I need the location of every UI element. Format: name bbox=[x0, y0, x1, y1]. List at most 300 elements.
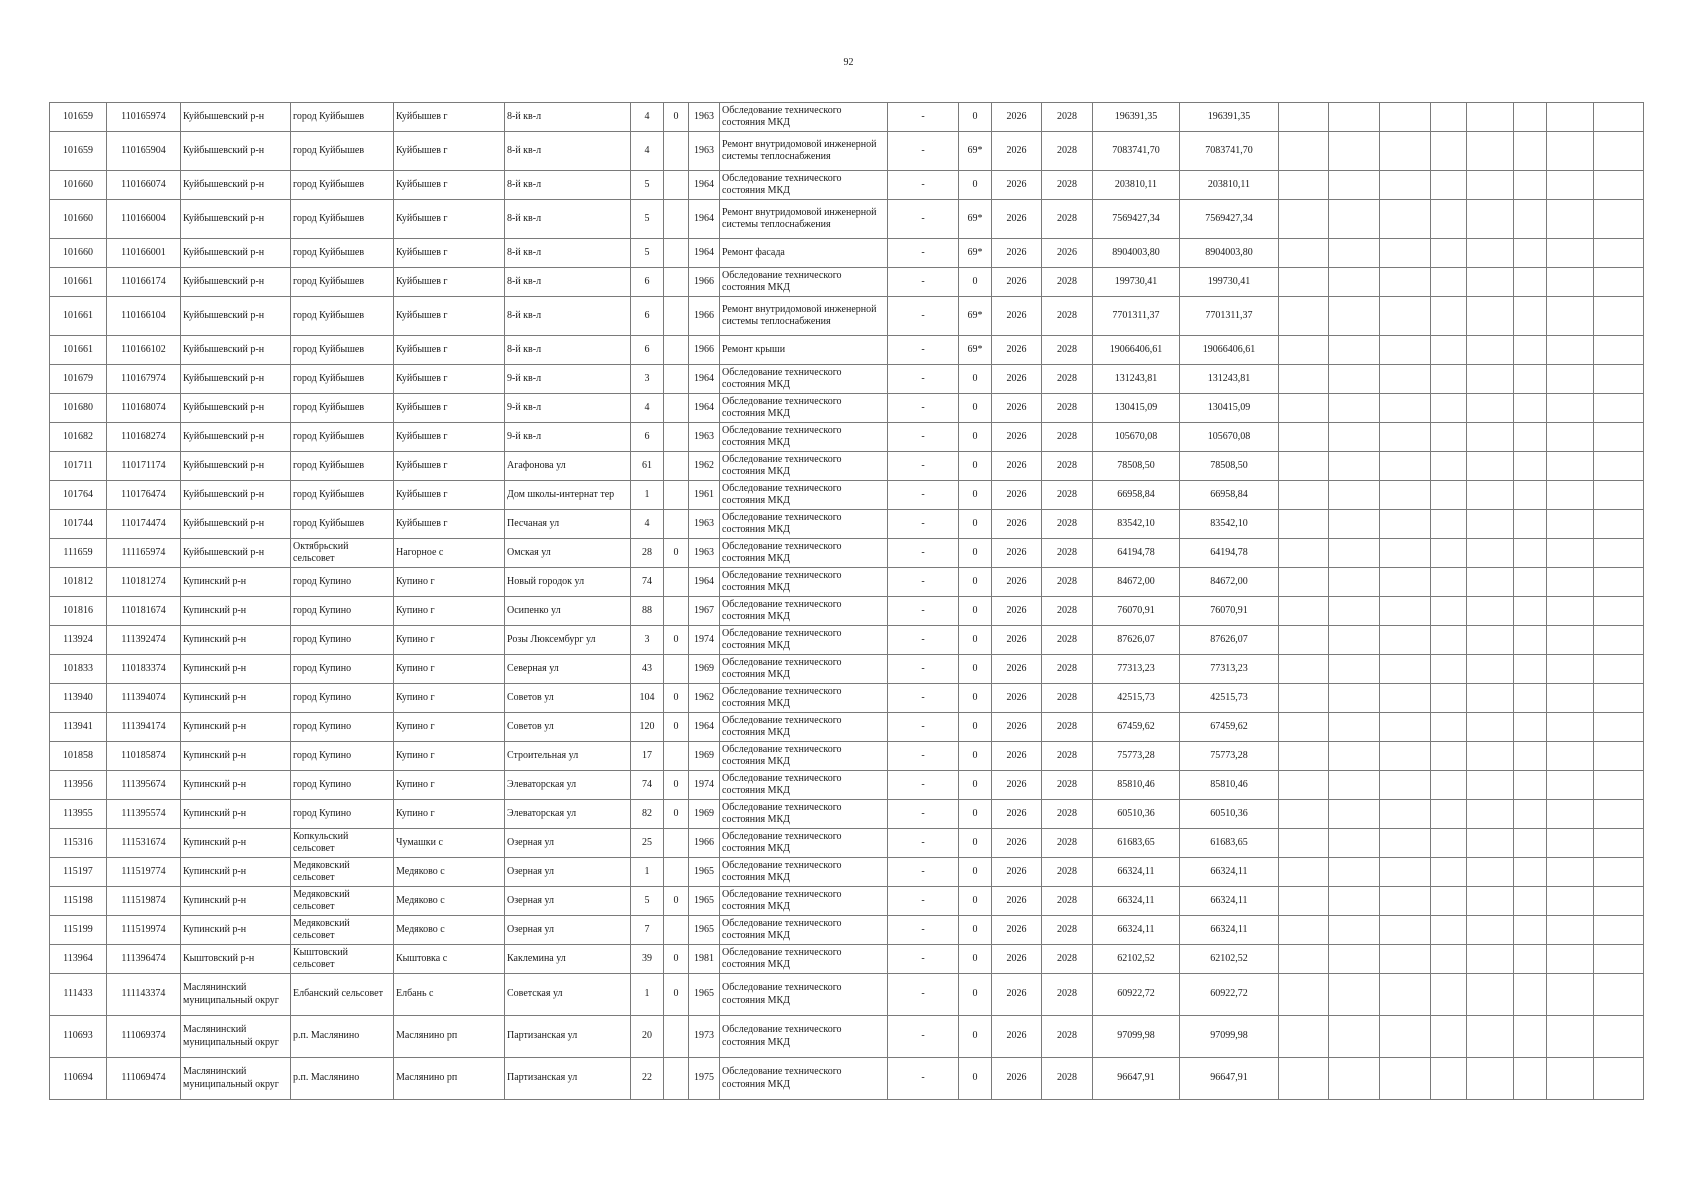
house-id-cell: 101812 bbox=[50, 568, 107, 597]
empty-cell bbox=[1594, 742, 1644, 771]
empty-cell bbox=[1329, 800, 1380, 829]
empty-cell bbox=[1547, 1016, 1594, 1058]
empty-cell bbox=[1514, 336, 1547, 365]
building-cell bbox=[664, 394, 689, 423]
empty-cell bbox=[1547, 800, 1594, 829]
work-code-cell: 110181674 bbox=[107, 597, 181, 626]
work-type-cell: Обследование технического состояния МКД bbox=[720, 103, 888, 132]
total-cost-cell: 105670,08 bbox=[1180, 423, 1279, 452]
house-number-cell: 7 bbox=[631, 916, 664, 945]
house-id-cell: 110694 bbox=[50, 1058, 107, 1100]
locality-cell: Куйбышев г bbox=[394, 481, 505, 510]
empty-cell bbox=[1279, 742, 1329, 771]
empty-cell bbox=[1467, 510, 1514, 539]
empty-cell bbox=[1467, 597, 1514, 626]
cost-cell: 87626,07 bbox=[1093, 626, 1180, 655]
empty-cell bbox=[1431, 713, 1467, 742]
street-cell: 8-й кв-л bbox=[505, 239, 631, 268]
empty-cell bbox=[1431, 268, 1467, 297]
district-cell: Купинский р-н bbox=[181, 858, 291, 887]
municipality-cell: город Куйбышев bbox=[291, 394, 394, 423]
house-id-cell: 101744 bbox=[50, 510, 107, 539]
work-type-cell: Обследование технического состояния МКД bbox=[720, 713, 888, 742]
empty-cell bbox=[1514, 713, 1547, 742]
cost-cell: 203810,11 bbox=[1093, 171, 1180, 200]
empty-cell bbox=[1329, 481, 1380, 510]
work-code-cell: 111396474 bbox=[107, 945, 181, 974]
empty-cell bbox=[1380, 510, 1431, 539]
cost-cell: 66324,11 bbox=[1093, 887, 1180, 916]
building-cell: 0 bbox=[664, 626, 689, 655]
end-year-cell: 2028 bbox=[1042, 945, 1093, 974]
cost-cell: 84672,00 bbox=[1093, 568, 1180, 597]
empty-cell bbox=[1380, 626, 1431, 655]
total-cost-cell: 77313,23 bbox=[1180, 655, 1279, 684]
total-cost-cell: 66958,84 bbox=[1180, 481, 1279, 510]
street-cell: Советов ул bbox=[505, 684, 631, 713]
empty-cell bbox=[1431, 1016, 1467, 1058]
empty-cell bbox=[1431, 200, 1467, 239]
empty-cell bbox=[1329, 200, 1380, 239]
end-year-cell: 2028 bbox=[1042, 800, 1093, 829]
district-cell: Маслянинский муниципальный округ bbox=[181, 1016, 291, 1058]
total-cost-cell: 66324,11 bbox=[1180, 916, 1279, 945]
building-cell bbox=[664, 297, 689, 336]
street-cell: Розы Люксембург ул bbox=[505, 626, 631, 655]
total-cost-cell: 87626,07 bbox=[1180, 626, 1279, 655]
street-cell: Дом школы-интернат тер bbox=[505, 481, 631, 510]
start-year-cell: 2026 bbox=[992, 568, 1042, 597]
empty-cell bbox=[1547, 103, 1594, 132]
locality-cell: Медяково с bbox=[394, 858, 505, 887]
municipality-cell: Копкульский сельсовет bbox=[291, 829, 394, 858]
work-code-cell: 110167974 bbox=[107, 365, 181, 394]
street-cell: 8-й кв-л bbox=[505, 171, 631, 200]
cost-cell: 67459,62 bbox=[1093, 713, 1180, 742]
district-cell: Купинский р-н bbox=[181, 655, 291, 684]
municipality-cell: Кыштовский сельсовет bbox=[291, 945, 394, 974]
empty-cell bbox=[1279, 297, 1329, 336]
indicator-cell: 0 bbox=[959, 742, 992, 771]
empty-cell bbox=[1594, 626, 1644, 655]
start-year-cell: 2026 bbox=[992, 365, 1042, 394]
street-cell: Элеваторская ул bbox=[505, 800, 631, 829]
district-cell: Кыштовский р-н bbox=[181, 945, 291, 974]
empty-cell bbox=[1329, 365, 1380, 394]
year-built-cell: 1964 bbox=[689, 239, 720, 268]
locality-cell: Купино г bbox=[394, 771, 505, 800]
building-cell bbox=[664, 132, 689, 171]
year-built-cell: 1966 bbox=[689, 336, 720, 365]
empty-cell bbox=[1279, 858, 1329, 887]
building-cell bbox=[664, 597, 689, 626]
building-cell: 0 bbox=[664, 771, 689, 800]
cost-cell: 7569427,34 bbox=[1093, 200, 1180, 239]
empty-cell bbox=[1329, 829, 1380, 858]
locality-cell: Куйбышев г bbox=[394, 200, 505, 239]
house-number-cell: 17 bbox=[631, 742, 664, 771]
year-built-cell: 1963 bbox=[689, 539, 720, 568]
cost-cell: 19066406,61 bbox=[1093, 336, 1180, 365]
dash-cell: - bbox=[888, 887, 959, 916]
work-type-cell: Обследование технического состояния МКД bbox=[720, 655, 888, 684]
municipality-cell: город Купино bbox=[291, 771, 394, 800]
indicator-cell: 0 bbox=[959, 539, 992, 568]
empty-cell bbox=[1279, 423, 1329, 452]
street-cell: Элеваторская ул bbox=[505, 771, 631, 800]
start-year-cell: 2026 bbox=[992, 103, 1042, 132]
locality-cell: Куйбышев г bbox=[394, 171, 505, 200]
house-number-cell: 28 bbox=[631, 539, 664, 568]
street-cell: Партизанская ул bbox=[505, 1016, 631, 1058]
table-row bbox=[50, 974, 1644, 1016]
empty-cell bbox=[1329, 713, 1380, 742]
empty-cell bbox=[1514, 103, 1547, 132]
empty-cell bbox=[1547, 626, 1594, 655]
work-type-cell: Обследование технического состояния МКД bbox=[720, 916, 888, 945]
empty-cell bbox=[1279, 626, 1329, 655]
house-id-cell: 113956 bbox=[50, 771, 107, 800]
street-cell: 9-й кв-л bbox=[505, 365, 631, 394]
work-type-cell: Обследование технического состояния МКД bbox=[720, 887, 888, 916]
empty-cell bbox=[1431, 481, 1467, 510]
empty-cell bbox=[1594, 510, 1644, 539]
empty-cell bbox=[1467, 568, 1514, 597]
empty-cell bbox=[1467, 132, 1514, 171]
dash-cell: - bbox=[888, 568, 959, 597]
dash-cell: - bbox=[888, 200, 959, 239]
empty-cell bbox=[1431, 103, 1467, 132]
cost-cell: 7701311,37 bbox=[1093, 297, 1180, 336]
municipality-cell: Елбанский сельсовет bbox=[291, 974, 394, 1016]
work-code-cell: 110165974 bbox=[107, 103, 181, 132]
indicator-cell: 0 bbox=[959, 974, 992, 1016]
total-cost-cell: 66324,11 bbox=[1180, 858, 1279, 887]
empty-cell bbox=[1467, 481, 1514, 510]
start-year-cell: 2026 bbox=[992, 858, 1042, 887]
empty-cell bbox=[1431, 742, 1467, 771]
house-id-cell: 113955 bbox=[50, 800, 107, 829]
empty-cell bbox=[1431, 945, 1467, 974]
empty-cell bbox=[1547, 394, 1594, 423]
empty-cell bbox=[1547, 268, 1594, 297]
table-row bbox=[50, 858, 1644, 887]
house-id-cell: 101680 bbox=[50, 394, 107, 423]
end-year-cell: 2028 bbox=[1042, 171, 1093, 200]
empty-cell bbox=[1514, 394, 1547, 423]
house-id-cell: 101682 bbox=[50, 423, 107, 452]
district-cell: Куйбышевский р-н bbox=[181, 510, 291, 539]
empty-cell bbox=[1380, 742, 1431, 771]
empty-cell bbox=[1380, 945, 1431, 974]
empty-cell bbox=[1431, 510, 1467, 539]
total-cost-cell: 76070,91 bbox=[1180, 597, 1279, 626]
indicator-cell: 0 bbox=[959, 684, 992, 713]
empty-cell bbox=[1594, 684, 1644, 713]
house-number-cell: 6 bbox=[631, 297, 664, 336]
empty-cell bbox=[1380, 684, 1431, 713]
building-cell bbox=[664, 1016, 689, 1058]
empty-cell bbox=[1547, 945, 1594, 974]
empty-cell bbox=[1279, 394, 1329, 423]
work-type-cell: Обследование технического состояния МКД bbox=[720, 481, 888, 510]
start-year-cell: 2026 bbox=[992, 452, 1042, 481]
work-type-cell: Обследование технического состояния МКД bbox=[720, 626, 888, 655]
locality-cell: Купино г bbox=[394, 684, 505, 713]
empty-cell bbox=[1279, 887, 1329, 916]
district-cell: Куйбышевский р-н bbox=[181, 200, 291, 239]
empty-cell bbox=[1431, 771, 1467, 800]
cost-cell: 131243,81 bbox=[1093, 365, 1180, 394]
district-cell: Маслянинский муниципальный округ bbox=[181, 1058, 291, 1100]
total-cost-cell: 203810,11 bbox=[1180, 171, 1279, 200]
empty-cell bbox=[1514, 800, 1547, 829]
work-code-cell: 110166074 bbox=[107, 171, 181, 200]
work-type-cell: Обследование технического состояния МКД bbox=[720, 829, 888, 858]
start-year-cell: 2026 bbox=[992, 132, 1042, 171]
street-cell: Песчаная ул bbox=[505, 510, 631, 539]
house-number-cell: 4 bbox=[631, 103, 664, 132]
empty-cell bbox=[1514, 268, 1547, 297]
municipality-cell: город Купино bbox=[291, 684, 394, 713]
indicator-cell: 0 bbox=[959, 829, 992, 858]
empty-cell bbox=[1329, 626, 1380, 655]
work-code-cell: 111395574 bbox=[107, 800, 181, 829]
house-number-cell: 6 bbox=[631, 268, 664, 297]
start-year-cell: 2026 bbox=[992, 1058, 1042, 1100]
indicator-cell: 69* bbox=[959, 336, 992, 365]
locality-cell: Куйбышев г bbox=[394, 297, 505, 336]
year-built-cell: 1963 bbox=[689, 103, 720, 132]
street-cell: Омская ул bbox=[505, 539, 631, 568]
empty-cell bbox=[1514, 568, 1547, 597]
indicator-cell: 69* bbox=[959, 297, 992, 336]
empty-cell bbox=[1431, 974, 1467, 1016]
locality-cell: Купино г bbox=[394, 568, 505, 597]
district-cell: Куйбышевский р-н bbox=[181, 452, 291, 481]
district-cell: Куйбышевский р-н bbox=[181, 171, 291, 200]
empty-cell bbox=[1329, 539, 1380, 568]
total-cost-cell: 84672,00 bbox=[1180, 568, 1279, 597]
empty-cell bbox=[1514, 481, 1547, 510]
house-number-cell: 61 bbox=[631, 452, 664, 481]
municipality-cell: город Купино bbox=[291, 742, 394, 771]
table-row bbox=[50, 568, 1644, 597]
start-year-cell: 2026 bbox=[992, 423, 1042, 452]
district-cell: Куйбышевский р-н bbox=[181, 336, 291, 365]
house-id-cell: 111433 bbox=[50, 974, 107, 1016]
house-id-cell: 113924 bbox=[50, 626, 107, 655]
house-id-cell: 101711 bbox=[50, 452, 107, 481]
locality-cell: Куйбышев г bbox=[394, 394, 505, 423]
start-year-cell: 2026 bbox=[992, 974, 1042, 1016]
house-id-cell: 113964 bbox=[50, 945, 107, 974]
total-cost-cell: 60510,36 bbox=[1180, 800, 1279, 829]
total-cost-cell: 199730,41 bbox=[1180, 268, 1279, 297]
empty-cell bbox=[1514, 626, 1547, 655]
indicator-cell: 0 bbox=[959, 771, 992, 800]
total-cost-cell: 42515,73 bbox=[1180, 684, 1279, 713]
house-id-cell: 115198 bbox=[50, 887, 107, 916]
empty-cell bbox=[1514, 916, 1547, 945]
municipality-cell: город Куйбышев bbox=[291, 365, 394, 394]
indicator-cell: 0 bbox=[959, 510, 992, 539]
year-built-cell: 1964 bbox=[689, 365, 720, 394]
empty-cell bbox=[1467, 365, 1514, 394]
work-type-cell: Обследование технического состояния МКД bbox=[720, 597, 888, 626]
empty-cell bbox=[1329, 394, 1380, 423]
work-type-cell: Обследование технического состояния МКД bbox=[720, 394, 888, 423]
house-number-cell: 120 bbox=[631, 713, 664, 742]
year-built-cell: 1967 bbox=[689, 597, 720, 626]
empty-cell bbox=[1547, 974, 1594, 1016]
empty-cell bbox=[1431, 858, 1467, 887]
indicator-cell: 0 bbox=[959, 945, 992, 974]
work-type-cell: Обследование технического состояния МКД bbox=[720, 365, 888, 394]
work-type-cell: Ремонт внутридомовой инженерной системы теплоснабжения bbox=[720, 297, 888, 336]
table-row bbox=[50, 239, 1644, 268]
total-cost-cell: 7083741,70 bbox=[1180, 132, 1279, 171]
empty-cell bbox=[1514, 858, 1547, 887]
cost-cell: 7083741,70 bbox=[1093, 132, 1180, 171]
empty-cell bbox=[1547, 858, 1594, 887]
year-built-cell: 1969 bbox=[689, 800, 720, 829]
indicator-cell: 69* bbox=[959, 239, 992, 268]
empty-cell bbox=[1329, 1016, 1380, 1058]
dash-cell: - bbox=[888, 1016, 959, 1058]
table-row bbox=[50, 481, 1644, 510]
municipality-cell: город Купино bbox=[291, 568, 394, 597]
end-year-cell: 2028 bbox=[1042, 200, 1093, 239]
empty-cell bbox=[1329, 887, 1380, 916]
locality-cell: Маслянино рп bbox=[394, 1058, 505, 1100]
house-number-cell: 104 bbox=[631, 684, 664, 713]
total-cost-cell: 60922,72 bbox=[1180, 974, 1279, 1016]
district-cell: Маслянинский муниципальный округ bbox=[181, 974, 291, 1016]
empty-cell bbox=[1380, 771, 1431, 800]
district-cell: Купинский р-н bbox=[181, 742, 291, 771]
building-cell bbox=[664, 655, 689, 684]
table-row bbox=[50, 655, 1644, 684]
municipality-cell: город Куйбышев bbox=[291, 200, 394, 239]
empty-cell bbox=[1380, 103, 1431, 132]
empty-cell bbox=[1329, 597, 1380, 626]
house-number-cell: 5 bbox=[631, 887, 664, 916]
work-code-cell: 110166174 bbox=[107, 268, 181, 297]
empty-cell bbox=[1514, 829, 1547, 858]
end-year-cell: 2028 bbox=[1042, 268, 1093, 297]
empty-cell bbox=[1329, 103, 1380, 132]
street-cell: 8-й кв-л bbox=[505, 336, 631, 365]
empty-cell bbox=[1279, 974, 1329, 1016]
empty-cell bbox=[1279, 365, 1329, 394]
empty-cell bbox=[1514, 510, 1547, 539]
municipality-cell: р.п. Маслянино bbox=[291, 1058, 394, 1100]
cost-cell: 61683,65 bbox=[1093, 829, 1180, 858]
house-number-cell: 3 bbox=[631, 365, 664, 394]
house-number-cell: 1 bbox=[631, 481, 664, 510]
house-number-cell: 1 bbox=[631, 858, 664, 887]
cost-cell: 196391,35 bbox=[1093, 103, 1180, 132]
empty-cell bbox=[1514, 887, 1547, 916]
year-built-cell: 1962 bbox=[689, 684, 720, 713]
house-id-cell: 101661 bbox=[50, 336, 107, 365]
total-cost-cell: 7569427,34 bbox=[1180, 200, 1279, 239]
empty-cell bbox=[1279, 684, 1329, 713]
empty-cell bbox=[1380, 452, 1431, 481]
street-cell: 8-й кв-л bbox=[505, 200, 631, 239]
locality-cell: Куйбышев г bbox=[394, 365, 505, 394]
district-cell: Купинский р-н bbox=[181, 800, 291, 829]
total-cost-cell: 83542,10 bbox=[1180, 510, 1279, 539]
municipality-cell: город Купино bbox=[291, 597, 394, 626]
empty-cell bbox=[1594, 452, 1644, 481]
dash-cell: - bbox=[888, 171, 959, 200]
house-id-cell: 101816 bbox=[50, 597, 107, 626]
empty-cell bbox=[1547, 365, 1594, 394]
end-year-cell: 2028 bbox=[1042, 597, 1093, 626]
empty-cell bbox=[1547, 713, 1594, 742]
empty-cell bbox=[1594, 132, 1644, 171]
start-year-cell: 2026 bbox=[992, 597, 1042, 626]
empty-cell bbox=[1431, 297, 1467, 336]
indicator-cell: 0 bbox=[959, 887, 992, 916]
table-row bbox=[50, 597, 1644, 626]
municipality-cell: город Куйбышев bbox=[291, 336, 394, 365]
work-code-cell: 111165974 bbox=[107, 539, 181, 568]
empty-cell bbox=[1594, 481, 1644, 510]
dash-cell: - bbox=[888, 713, 959, 742]
empty-cell bbox=[1594, 829, 1644, 858]
empty-cell bbox=[1594, 800, 1644, 829]
street-cell: 8-й кв-л bbox=[505, 132, 631, 171]
empty-cell bbox=[1467, 336, 1514, 365]
empty-cell bbox=[1279, 132, 1329, 171]
municipality-cell: Медяковский сельсовет bbox=[291, 887, 394, 916]
work-type-cell: Обследование технического состояния МКД bbox=[720, 684, 888, 713]
indicator-cell: 0 bbox=[959, 626, 992, 655]
dash-cell: - bbox=[888, 539, 959, 568]
empty-cell bbox=[1514, 974, 1547, 1016]
work-code-cell: 111394174 bbox=[107, 713, 181, 742]
total-cost-cell: 196391,35 bbox=[1180, 103, 1279, 132]
empty-cell bbox=[1279, 829, 1329, 858]
empty-cell bbox=[1380, 1058, 1431, 1100]
empty-cell bbox=[1467, 268, 1514, 297]
start-year-cell: 2026 bbox=[992, 239, 1042, 268]
empty-cell bbox=[1279, 452, 1329, 481]
empty-cell bbox=[1380, 597, 1431, 626]
empty-cell bbox=[1279, 1016, 1329, 1058]
total-cost-cell: 7701311,37 bbox=[1180, 297, 1279, 336]
table-body bbox=[50, 103, 1644, 1100]
year-built-cell: 1975 bbox=[689, 1058, 720, 1100]
year-built-cell: 1974 bbox=[689, 626, 720, 655]
building-cell: 0 bbox=[664, 103, 689, 132]
empty-cell bbox=[1279, 568, 1329, 597]
empty-cell bbox=[1467, 626, 1514, 655]
municipality-cell: город Куйбышев bbox=[291, 268, 394, 297]
empty-cell bbox=[1467, 771, 1514, 800]
empty-cell bbox=[1594, 771, 1644, 800]
empty-cell bbox=[1380, 132, 1431, 171]
work-code-cell: 110168274 bbox=[107, 423, 181, 452]
locality-cell: Куйбышев г bbox=[394, 510, 505, 539]
empty-cell bbox=[1467, 713, 1514, 742]
empty-cell bbox=[1514, 200, 1547, 239]
table-row bbox=[50, 829, 1644, 858]
empty-cell bbox=[1547, 568, 1594, 597]
